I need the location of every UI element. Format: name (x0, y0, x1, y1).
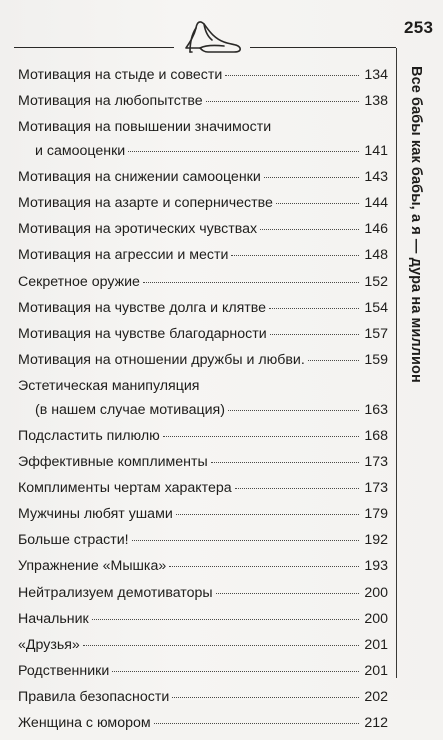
toc-entry[interactable] (18, 453, 388, 479)
dot-leader (235, 488, 359, 489)
toc-entry[interactable] (18, 427, 388, 453)
toc-entry-title: Мотивация на любопытстве (18, 93, 203, 110)
toc-entry[interactable] (18, 377, 388, 427)
toc-entry[interactable] (18, 246, 388, 272)
toc-entry-page: 179 (364, 506, 388, 523)
dot-leader (225, 75, 359, 76)
toc-entry-page: 159 (364, 351, 388, 368)
shoe-icon (180, 12, 244, 56)
toc-entry-page: 144 (364, 195, 388, 212)
toc-entry[interactable] (18, 299, 388, 325)
toc-entry[interactable] (18, 531, 388, 557)
toc-entry-page: 143 (364, 169, 388, 186)
toc-entry-title: Правила безопасности (18, 688, 170, 705)
toc-entry[interactable] (18, 610, 388, 636)
toc-entry[interactable] (18, 168, 388, 194)
toc-entry-page: 200 (364, 584, 388, 601)
toc-entry-page: 173 (364, 480, 388, 497)
dot-leader (228, 410, 359, 411)
toc-entry[interactable] (18, 505, 388, 531)
toc-entry-title: Мотивация на азарте и соперничестве (18, 195, 273, 212)
toc-entry[interactable] (18, 479, 388, 505)
toc-entry-page: 134 (364, 67, 388, 83)
toc-entry-page: 201 (364, 662, 388, 679)
toc-entry-title: Начальник (18, 610, 89, 627)
toc-entry-title-line1: Мотивация на повышении значимости (18, 119, 272, 136)
toc-entry-page: 202 (364, 688, 388, 705)
toc-entry-page: 141 (364, 143, 388, 160)
dot-leader (143, 282, 359, 283)
dot-leader (163, 436, 359, 437)
toc-entry[interactable] (18, 118, 388, 168)
toc-entry-page: 200 (364, 610, 388, 627)
toc-entry-title-line1: Эстетическая манипуляция (18, 377, 200, 394)
toc-entry-page: 201 (364, 636, 388, 653)
toc-entry-title: Мотивация на эротических чувствах (18, 221, 258, 238)
toc-entry-page: 163 (364, 401, 388, 418)
toc-entry-title: Подсластить пилюлю (18, 427, 160, 444)
header-rule-left (14, 47, 174, 48)
dot-leader (276, 203, 359, 204)
dot-leader (176, 514, 359, 515)
toc-entry-title: Мотивация на снижении самооценки (18, 169, 261, 186)
toc-entry-page: 157 (364, 325, 388, 342)
toc-entry[interactable] (18, 714, 388, 740)
dot-leader (112, 671, 359, 672)
toc-entry[interactable] (18, 325, 388, 351)
toc-entry[interactable] (18, 220, 388, 246)
toc-entry-title-line2: и самооценки (35, 143, 126, 160)
dot-leader (270, 334, 359, 335)
dot-leader (132, 540, 359, 541)
toc-entry-page: 146 (364, 221, 388, 238)
toc-entry-page: 148 (364, 247, 388, 264)
toc-entry-title: Мотивация на отношении дружбы и любви. (18, 351, 305, 368)
dot-leader (211, 462, 359, 463)
dot-leader (216, 593, 359, 594)
dot-leader (308, 360, 359, 361)
toc-entry-page: 154 (364, 299, 388, 316)
toc-entry-title: Мотивация на стыде и совести (18, 67, 223, 83)
toc-entry-title: Упражнение «Мышка» (18, 558, 167, 575)
toc-entry-page: 168 (364, 427, 388, 444)
page-number: 253 (404, 18, 434, 37)
dot-leader (260, 229, 359, 230)
toc-entry-title: Мотивация на агрессии и мести (18, 247, 229, 264)
toc-entry-title: Женщина с юмором (18, 714, 151, 731)
toc-entry[interactable] (18, 584, 388, 610)
toc-entry-page: 138 (364, 93, 388, 110)
toc-entry-page: 192 (364, 532, 388, 549)
toc-entry-title: «Друзья» (18, 636, 80, 653)
toc-entry[interactable] (18, 351, 388, 377)
toc-entry-title: Мотивация на чувстве благодарности (18, 325, 267, 342)
toc-entry-title-line2: (в нашем случае мотивация) (35, 401, 225, 418)
toc-entry-title: Родственники (18, 662, 110, 679)
toc-entry-title: Мотивация на чувстве долга и клятве (18, 299, 267, 316)
toc-entry[interactable] (18, 66, 388, 92)
toc-entry-title: Нейтрализуем демотиваторы (18, 584, 213, 601)
toc-entry[interactable] (18, 688, 388, 714)
dot-leader (206, 101, 359, 102)
dot-leader (269, 308, 359, 309)
dot-leader (264, 177, 359, 178)
toc-entry[interactable] (18, 662, 388, 688)
dot-leader (83, 645, 359, 646)
toc-entry-title: Больше страсти! (18, 532, 129, 549)
dot-leader (92, 619, 359, 620)
dot-leader (231, 255, 359, 256)
toc-entry-title: Мужчины любят ушами (18, 506, 173, 523)
table-of-contents (18, 66, 388, 740)
toc-entry-page: 212 (364, 714, 388, 731)
toc-entry[interactable] (18, 194, 388, 220)
dot-leader (154, 723, 359, 724)
running-title: Все бабы как бабы, а я — дура на миллион (408, 66, 424, 383)
toc-entry[interactable] (18, 636, 388, 662)
toc-entry-page: 173 (364, 454, 388, 471)
toc-entry[interactable] (18, 557, 388, 583)
dot-leader (172, 697, 359, 698)
side-divider (396, 48, 397, 678)
toc-entry-title: Секретное оружие (18, 273, 140, 290)
toc-entry-page: 152 (364, 273, 388, 290)
toc-entry[interactable] (18, 92, 388, 118)
dot-leader (128, 151, 359, 152)
toc-entry-title: Эффективные комплименты (18, 454, 208, 471)
dot-leader (169, 566, 359, 567)
toc-entry[interactable] (18, 273, 388, 299)
header-rule-right (250, 47, 396, 48)
toc-entry-title: Комплименты чертам характера (18, 480, 232, 497)
toc-entry-page: 193 (364, 558, 388, 575)
